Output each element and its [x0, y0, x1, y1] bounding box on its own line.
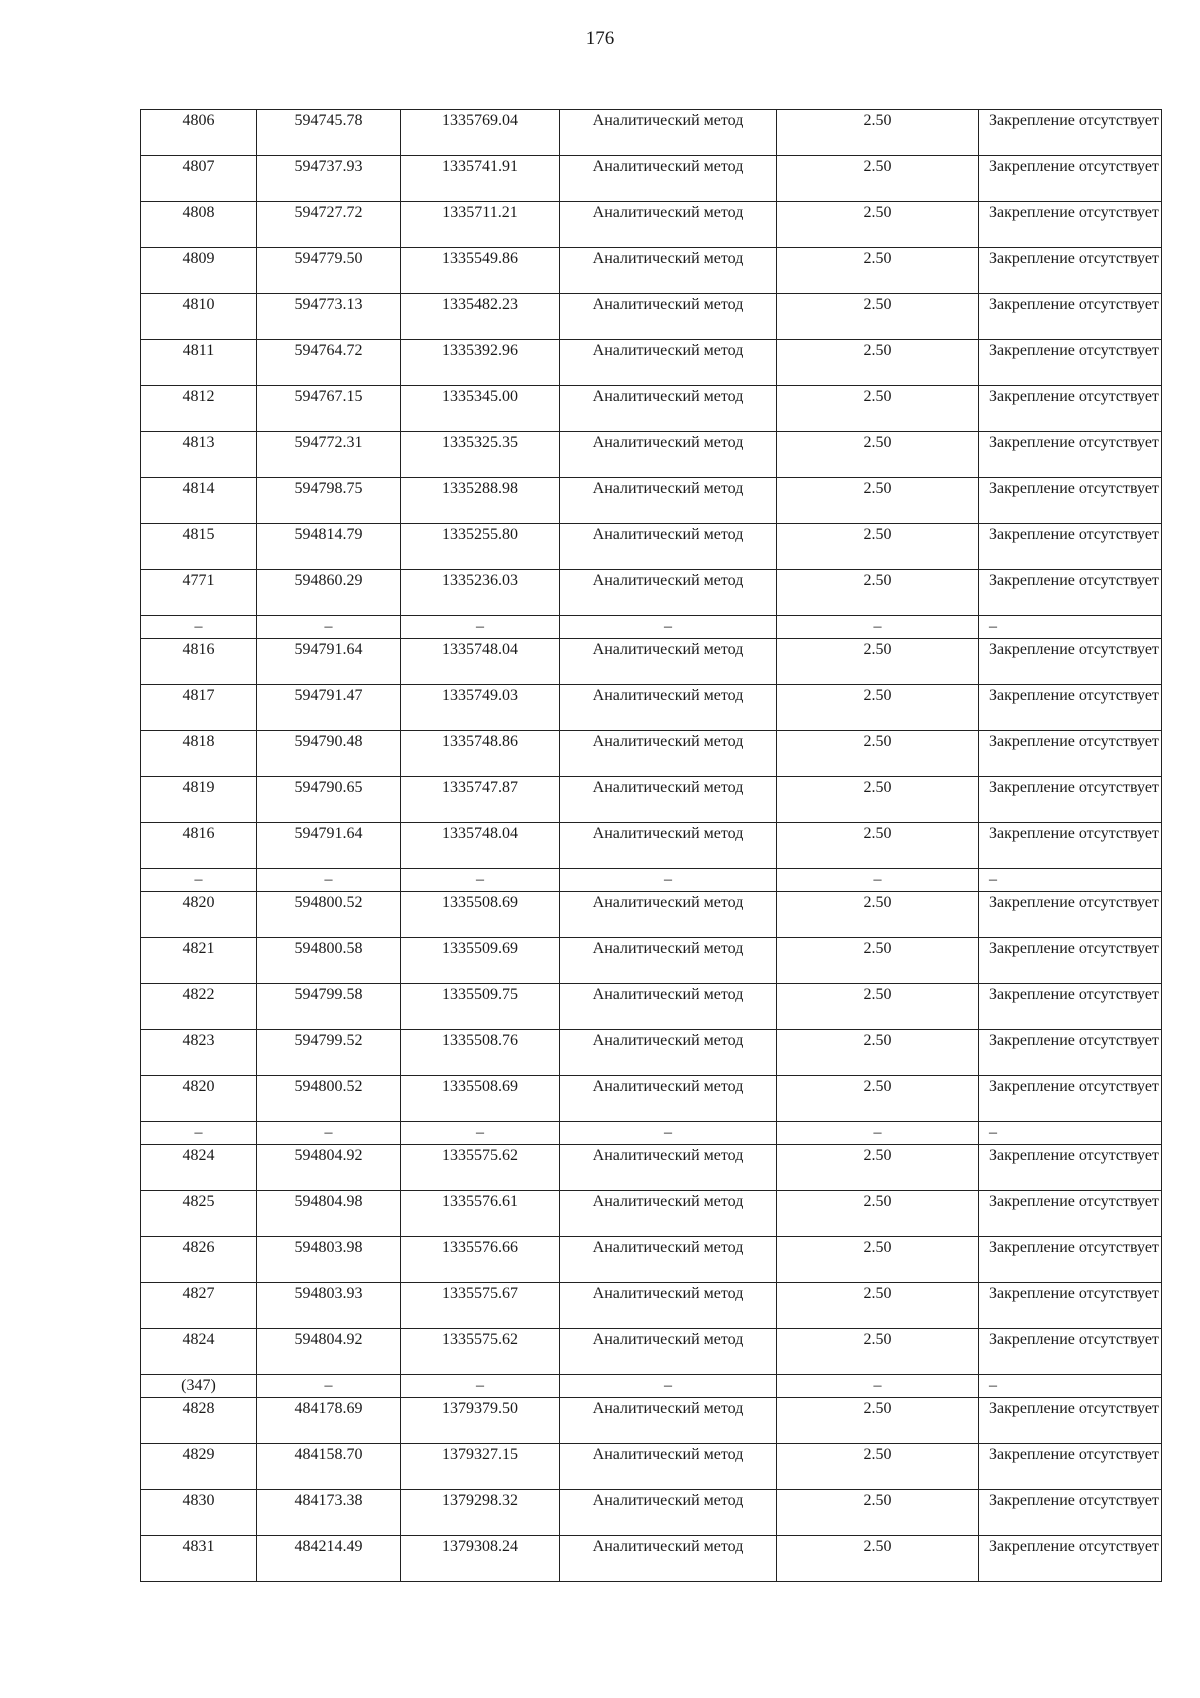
x-coordinate-cell: 594773.13: [257, 294, 401, 340]
y-coordinate-cell: 1335508.69: [401, 1076, 560, 1122]
point-number-cell: 4814: [141, 478, 257, 524]
fixation-cell: Закрепление отсутствует: [979, 570, 1162, 616]
method-cell: Аналитический метод: [560, 984, 777, 1030]
method-cell: Аналитический метод: [560, 202, 777, 248]
x-coordinate-cell: 594737.93: [257, 156, 401, 202]
accuracy-cell: 2.50: [777, 1283, 979, 1329]
fixation-cell: Закрепление отсутствует: [979, 639, 1162, 685]
table-row: [141, 202, 1162, 248]
fixation-cell: Закрепление отсутствует: [979, 1444, 1162, 1490]
method-cell: Аналитический метод: [560, 892, 777, 938]
accuracy-cell: 2.50: [777, 156, 979, 202]
x-coordinate-cell: 594804.92: [257, 1329, 401, 1375]
method-cell: Аналитический метод: [560, 156, 777, 202]
accuracy-cell: 2.50: [777, 1536, 979, 1582]
table-row: [141, 386, 1162, 432]
table-row: [141, 524, 1162, 570]
accuracy-cell: 2.50: [777, 386, 979, 432]
fixation-cell: Закрепление отсутствует: [979, 386, 1162, 432]
y-coordinate-cell: 1335575.67: [401, 1283, 560, 1329]
separator-dash-cell: –: [979, 1375, 1162, 1398]
x-coordinate-cell: 594799.52: [257, 1030, 401, 1076]
point-number-cell: 4811: [141, 340, 257, 386]
method-cell: Аналитический метод: [560, 478, 777, 524]
fixation-cell: Закрепление отсутствует: [979, 432, 1162, 478]
point-number-cell: 4820: [141, 1076, 257, 1122]
method-cell: Аналитический метод: [560, 823, 777, 869]
point-number-cell: 4825: [141, 1191, 257, 1237]
method-cell: Аналитический метод: [560, 432, 777, 478]
x-coordinate-cell: 594772.31: [257, 432, 401, 478]
fixation-cell: Закрепление отсутствует: [979, 248, 1162, 294]
point-number-cell: 4827: [141, 1283, 257, 1329]
method-cell: Аналитический метод: [560, 570, 777, 616]
table-row: [141, 1283, 1162, 1329]
accuracy-cell: 2.50: [777, 1030, 979, 1076]
fixation-cell: Закрепление отсутствует: [979, 1283, 1162, 1329]
fixation-cell: Закрепление отсутствует: [979, 1398, 1162, 1444]
accuracy-cell: 2.50: [777, 731, 979, 777]
table-row: [141, 432, 1162, 478]
method-cell: Аналитический метод: [560, 524, 777, 570]
table-row: [141, 248, 1162, 294]
point-number-cell: 4810: [141, 294, 257, 340]
separator-dash-cell: –: [777, 1375, 979, 1398]
y-coordinate-cell: 1335508.76: [401, 1030, 560, 1076]
separator-row: [141, 1122, 1162, 1145]
table-row: [141, 731, 1162, 777]
y-coordinate-cell: 1335255.80: [401, 524, 560, 570]
separator-dash-cell: –: [777, 869, 979, 892]
point-number-cell: 4820: [141, 892, 257, 938]
point-number-cell: 4824: [141, 1145, 257, 1191]
separator-row: [141, 869, 1162, 892]
method-cell: Аналитический метод: [560, 340, 777, 386]
separator-dash-cell: –: [979, 869, 1162, 892]
accuracy-cell: 2.50: [777, 478, 979, 524]
accuracy-cell: 2.50: [777, 1076, 979, 1122]
method-cell: Аналитический метод: [560, 386, 777, 432]
accuracy-cell: 2.50: [777, 685, 979, 731]
table-row: [141, 685, 1162, 731]
separator-dash-cell: –: [257, 616, 401, 639]
x-coordinate-cell: 594798.75: [257, 478, 401, 524]
separator-dash-cell: –: [777, 616, 979, 639]
accuracy-cell: 2.50: [777, 570, 979, 616]
fixation-cell: Закрепление отсутствует: [979, 1145, 1162, 1191]
point-number-cell: 4823: [141, 1030, 257, 1076]
x-coordinate-cell: 594804.98: [257, 1191, 401, 1237]
separator-label-cell: –: [141, 616, 257, 639]
coordinates-table: [140, 109, 1162, 1582]
point-number-cell: 4816: [141, 823, 257, 869]
table-row: [141, 777, 1162, 823]
y-coordinate-cell: 1335575.62: [401, 1329, 560, 1375]
point-number-cell: 4809: [141, 248, 257, 294]
y-coordinate-cell: 1335509.69: [401, 938, 560, 984]
table-row: [141, 156, 1162, 202]
y-coordinate-cell: 1379298.32: [401, 1490, 560, 1536]
y-coordinate-cell: 1379327.15: [401, 1444, 560, 1490]
accuracy-cell: 2.50: [777, 1444, 979, 1490]
method-cell: Аналитический метод: [560, 1536, 777, 1582]
separator-dash-cell: –: [401, 1375, 560, 1398]
method-cell: Аналитический метод: [560, 294, 777, 340]
fixation-cell: Закрепление отсутствует: [979, 478, 1162, 524]
fixation-cell: Закрепление отсутствует: [979, 938, 1162, 984]
separator-dash-cell: –: [560, 1122, 777, 1145]
accuracy-cell: 2.50: [777, 1490, 979, 1536]
accuracy-cell: 2.50: [777, 639, 979, 685]
point-number-cell: 4808: [141, 202, 257, 248]
accuracy-cell: 2.50: [777, 110, 979, 156]
x-coordinate-cell: 594814.79: [257, 524, 401, 570]
y-coordinate-cell: 1335576.66: [401, 1237, 560, 1283]
y-coordinate-cell: 1335576.61: [401, 1191, 560, 1237]
x-coordinate-cell: 594790.65: [257, 777, 401, 823]
table-row: [141, 478, 1162, 524]
table-row: [141, 639, 1162, 685]
method-cell: Аналитический метод: [560, 1191, 777, 1237]
x-coordinate-cell: 594767.15: [257, 386, 401, 432]
method-cell: Аналитический метод: [560, 1030, 777, 1076]
fixation-cell: Закрепление отсутствует: [979, 777, 1162, 823]
method-cell: Аналитический метод: [560, 1283, 777, 1329]
fixation-cell: Закрепление отсутствует: [979, 823, 1162, 869]
point-number-cell: 4819: [141, 777, 257, 823]
x-coordinate-cell: 594803.98: [257, 1237, 401, 1283]
accuracy-cell: 2.50: [777, 524, 979, 570]
fixation-cell: Закрепление отсутствует: [979, 1490, 1162, 1536]
x-coordinate-cell: 484158.70: [257, 1444, 401, 1490]
table-row: [141, 294, 1162, 340]
x-coordinate-cell: 594790.48: [257, 731, 401, 777]
x-coordinate-cell: 594791.64: [257, 823, 401, 869]
y-coordinate-cell: 1379379.50: [401, 1398, 560, 1444]
table-row: [141, 1237, 1162, 1283]
accuracy-cell: 2.50: [777, 202, 979, 248]
x-coordinate-cell: 484173.38: [257, 1490, 401, 1536]
accuracy-cell: 2.50: [777, 432, 979, 478]
point-number-cell: 4830: [141, 1490, 257, 1536]
table-row: [141, 1536, 1162, 1582]
separator-row: [141, 1375, 1162, 1398]
method-cell: Аналитический метод: [560, 685, 777, 731]
table-row: [141, 1398, 1162, 1444]
method-cell: Аналитический метод: [560, 1237, 777, 1283]
table-row: [141, 984, 1162, 1030]
separator-dash-cell: –: [777, 1122, 979, 1145]
point-number-cell: 4831: [141, 1536, 257, 1582]
method-cell: Аналитический метод: [560, 777, 777, 823]
y-coordinate-cell: 1335769.04: [401, 110, 560, 156]
accuracy-cell: 2.50: [777, 892, 979, 938]
table-row: [141, 1444, 1162, 1490]
accuracy-cell: 2.50: [777, 340, 979, 386]
accuracy-cell: 2.50: [777, 984, 979, 1030]
fixation-cell: Закрепление отсутствует: [979, 731, 1162, 777]
accuracy-cell: 2.50: [777, 1145, 979, 1191]
separator-dash-cell: –: [979, 1122, 1162, 1145]
y-coordinate-cell: 1335509.75: [401, 984, 560, 1030]
x-coordinate-cell: 594745.78: [257, 110, 401, 156]
y-coordinate-cell: 1335741.91: [401, 156, 560, 202]
point-number-cell: 4815: [141, 524, 257, 570]
accuracy-cell: 2.50: [777, 248, 979, 294]
x-coordinate-cell: 594764.72: [257, 340, 401, 386]
separator-row: [141, 616, 1162, 639]
x-coordinate-cell: 594860.29: [257, 570, 401, 616]
point-number-cell: 4818: [141, 731, 257, 777]
x-coordinate-cell: 594800.52: [257, 892, 401, 938]
table-row: [141, 1030, 1162, 1076]
point-number-cell: 4806: [141, 110, 257, 156]
point-number-cell: 4817: [141, 685, 257, 731]
accuracy-cell: 2.50: [777, 1398, 979, 1444]
accuracy-cell: 2.50: [777, 1329, 979, 1375]
x-coordinate-cell: 594803.93: [257, 1283, 401, 1329]
table-row: [141, 938, 1162, 984]
point-number-cell: 4826: [141, 1237, 257, 1283]
separator-dash-cell: –: [401, 869, 560, 892]
table-row: [141, 1076, 1162, 1122]
fixation-cell: Закрепление отсутствует: [979, 1076, 1162, 1122]
accuracy-cell: 2.50: [777, 294, 979, 340]
x-coordinate-cell: 594800.52: [257, 1076, 401, 1122]
x-coordinate-cell: 484178.69: [257, 1398, 401, 1444]
point-number-cell: 4813: [141, 432, 257, 478]
method-cell: Аналитический метод: [560, 110, 777, 156]
coordinates-table-body: [141, 110, 1162, 1582]
separator-dash-cell: –: [979, 616, 1162, 639]
fixation-cell: Закрепление отсутствует: [979, 524, 1162, 570]
fixation-cell: Закрепление отсутствует: [979, 1030, 1162, 1076]
y-coordinate-cell: 1335748.04: [401, 639, 560, 685]
point-number-cell: 4821: [141, 938, 257, 984]
table-row: [141, 1145, 1162, 1191]
fixation-cell: Закрепление отсутствует: [979, 984, 1162, 1030]
point-number-cell: 4771: [141, 570, 257, 616]
separator-label-cell: (347): [141, 1375, 257, 1398]
separator-dash-cell: –: [257, 869, 401, 892]
fixation-cell: Закрепление отсутствует: [979, 202, 1162, 248]
point-number-cell: 4828: [141, 1398, 257, 1444]
fixation-cell: Закрепление отсутствует: [979, 892, 1162, 938]
y-coordinate-cell: 1335508.69: [401, 892, 560, 938]
fixation-cell: Закрепление отсутствует: [979, 294, 1162, 340]
point-number-cell: 4812: [141, 386, 257, 432]
method-cell: Аналитический метод: [560, 1076, 777, 1122]
point-number-cell: 4807: [141, 156, 257, 202]
table-row: [141, 1490, 1162, 1536]
table-row: [141, 892, 1162, 938]
fixation-cell: Закрепление отсутствует: [979, 1536, 1162, 1582]
point-number-cell: 4824: [141, 1329, 257, 1375]
method-cell: Аналитический метод: [560, 1490, 777, 1536]
y-coordinate-cell: 1335748.04: [401, 823, 560, 869]
y-coordinate-cell: 1335288.98: [401, 478, 560, 524]
y-coordinate-cell: 1335345.00: [401, 386, 560, 432]
method-cell: Аналитический метод: [560, 1145, 777, 1191]
y-coordinate-cell: 1335482.23: [401, 294, 560, 340]
table-row: [141, 570, 1162, 616]
separator-dash-cell: –: [401, 616, 560, 639]
fixation-cell: Закрепление отсутствует: [979, 1237, 1162, 1283]
accuracy-cell: 2.50: [777, 1237, 979, 1283]
method-cell: Аналитический метод: [560, 938, 777, 984]
separator-dash-cell: –: [560, 616, 777, 639]
x-coordinate-cell: 594779.50: [257, 248, 401, 294]
method-cell: Аналитический метод: [560, 1329, 777, 1375]
y-coordinate-cell: 1335236.03: [401, 570, 560, 616]
page-number: 176: [585, 28, 615, 49]
separator-dash-cell: –: [560, 1375, 777, 1398]
table-row: [141, 1191, 1162, 1237]
separator-dash-cell: –: [401, 1122, 560, 1145]
separator-label-cell: –: [141, 869, 257, 892]
y-coordinate-cell: 1335325.35: [401, 432, 560, 478]
fixation-cell: Закрепление отсутствует: [979, 1329, 1162, 1375]
y-coordinate-cell: 1335575.62: [401, 1145, 560, 1191]
method-cell: Аналитический метод: [560, 639, 777, 685]
separator-label-cell: –: [141, 1122, 257, 1145]
table-row: [141, 340, 1162, 386]
accuracy-cell: 2.50: [777, 777, 979, 823]
table-row: [141, 823, 1162, 869]
accuracy-cell: 2.50: [777, 1191, 979, 1237]
fixation-cell: Закрепление отсутствует: [979, 110, 1162, 156]
separator-dash-cell: –: [257, 1375, 401, 1398]
accuracy-cell: 2.50: [777, 938, 979, 984]
method-cell: Аналитический метод: [560, 1398, 777, 1444]
table-row: [141, 110, 1162, 156]
y-coordinate-cell: 1335747.87: [401, 777, 560, 823]
y-coordinate-cell: 1335392.96: [401, 340, 560, 386]
fixation-cell: Закрепление отсутствует: [979, 1191, 1162, 1237]
x-coordinate-cell: 484214.49: [257, 1536, 401, 1582]
x-coordinate-cell: 594800.58: [257, 938, 401, 984]
x-coordinate-cell: 594804.92: [257, 1145, 401, 1191]
x-coordinate-cell: 594727.72: [257, 202, 401, 248]
table-row: [141, 1329, 1162, 1375]
separator-dash-cell: –: [257, 1122, 401, 1145]
y-coordinate-cell: 1335748.86: [401, 731, 560, 777]
y-coordinate-cell: 1335711.21: [401, 202, 560, 248]
x-coordinate-cell: 594791.64: [257, 639, 401, 685]
accuracy-cell: 2.50: [777, 823, 979, 869]
y-coordinate-cell: 1379308.24: [401, 1536, 560, 1582]
method-cell: Аналитический метод: [560, 248, 777, 294]
separator-dash-cell: –: [560, 869, 777, 892]
fixation-cell: Закрепление отсутствует: [979, 340, 1162, 386]
y-coordinate-cell: 1335749.03: [401, 685, 560, 731]
point-number-cell: 4822: [141, 984, 257, 1030]
x-coordinate-cell: 594791.47: [257, 685, 401, 731]
fixation-cell: Закрепление отсутствует: [979, 685, 1162, 731]
method-cell: Аналитический метод: [560, 1444, 777, 1490]
fixation-cell: Закрепление отсутствует: [979, 156, 1162, 202]
x-coordinate-cell: 594799.58: [257, 984, 401, 1030]
method-cell: Аналитический метод: [560, 731, 777, 777]
y-coordinate-cell: 1335549.86: [401, 248, 560, 294]
point-number-cell: 4829: [141, 1444, 257, 1490]
point-number-cell: 4816: [141, 639, 257, 685]
